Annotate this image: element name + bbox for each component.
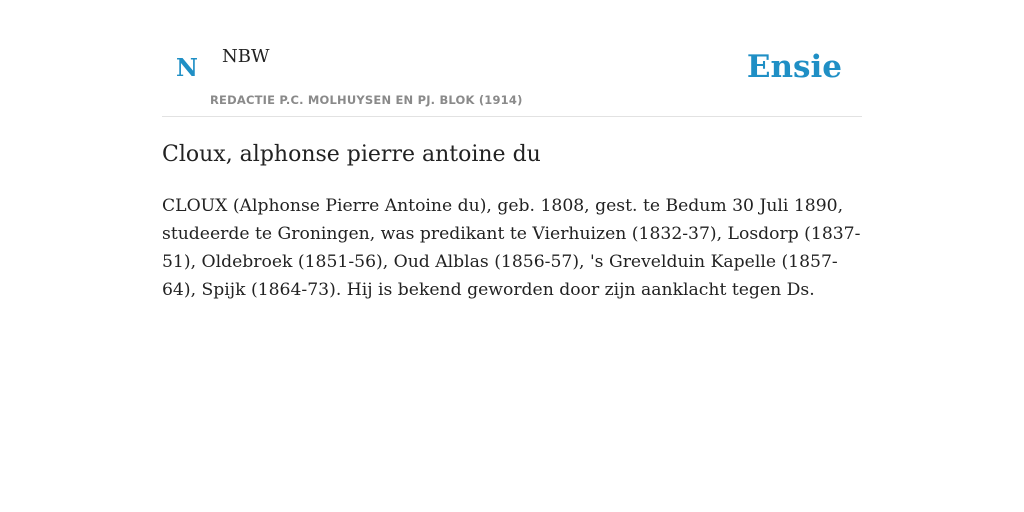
article-title: Cloux, alphonse pierre antoine du bbox=[162, 142, 541, 167]
source-name: NBW bbox=[222, 46, 270, 67]
source-header bbox=[162, 0, 862, 117]
article-body: CLOUX (Alphonse Pierre Antoine du), geb. 1808, gest. te Bedum 30 Juli 1890, studeerde te Groningen, was predikant te Vierhuizen (1832-37), Losdorp (1837-51), Oldebroek (1851-56), Oud Alblas (1856-57), 's Grevelduin Kapelle (1857-64), Spijk (1864-73). Hij is bekend geworden door zijn aanklacht tegen Ds. bbox=[162, 196, 861, 300]
ensie-logo-link[interactable]: Ensie bbox=[746, 49, 842, 85]
page-container bbox=[162, 0, 862, 512]
source-subtitle: REDACTIE P.C. MOLHUYSEN EN PJ. BLOK (1914) bbox=[210, 93, 523, 107]
source-logo-link[interactable]: N bbox=[176, 53, 198, 82]
